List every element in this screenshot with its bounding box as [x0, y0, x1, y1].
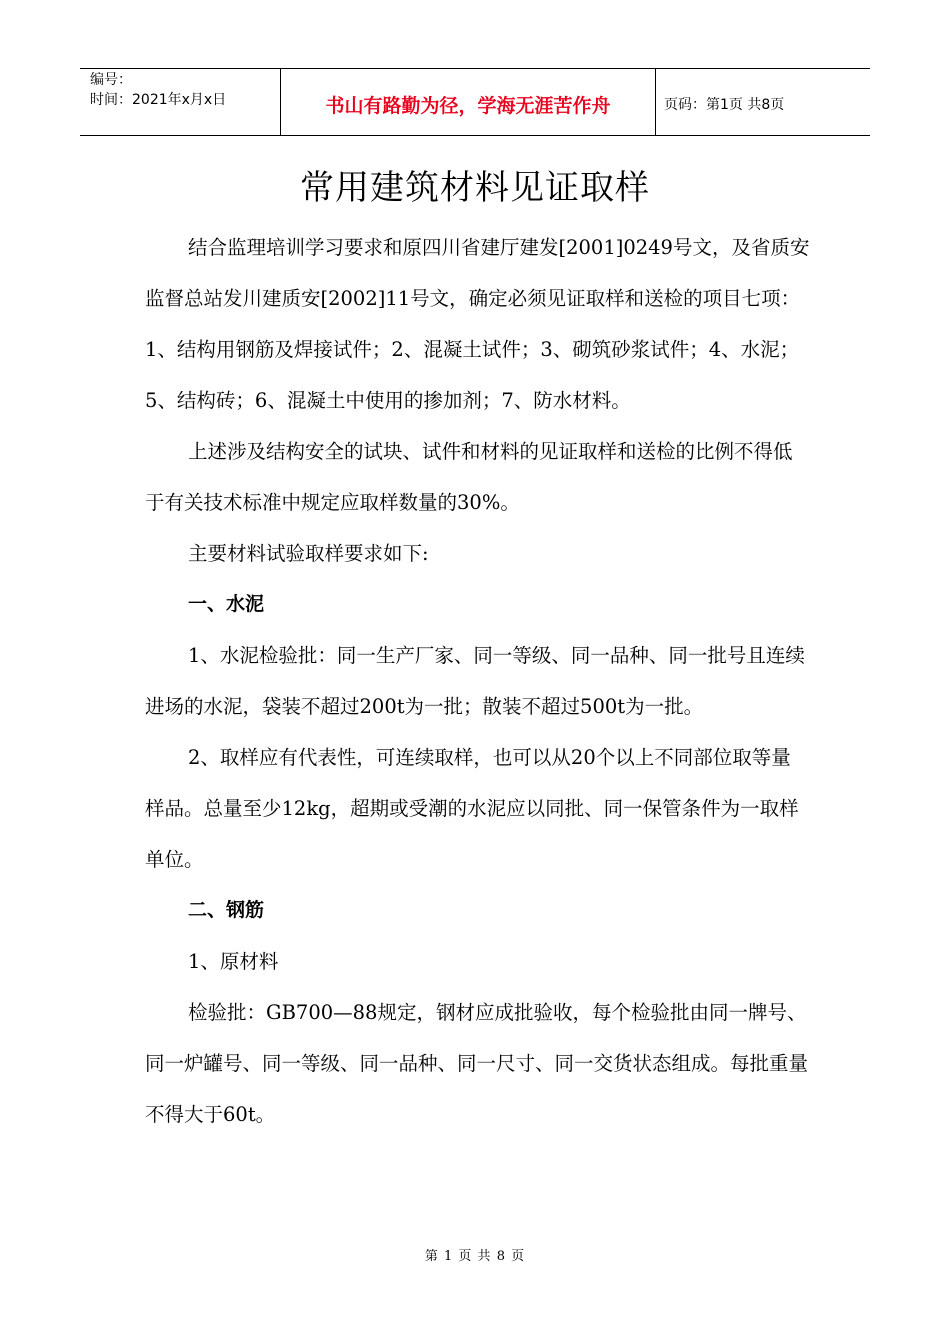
paragraph-requirements-intro: 主要材料试验取样要求如下: [188, 542, 429, 565]
paragraph-cement-batch: 1、水泥检验批：同一生产厂家、同一等级、同一品种、同一批号且连续进场的水泥，袋装不超过200t为一批；散装不超过500t为一批。 [145, 644, 805, 718]
paragraph-intro: 结合监理培训学习要求和原四川省建厅建发[2001]0249号文，及省质安监督总站发川建质安[2002]11号文，确定必须见证取样和送检的项目七项：1、结构用钢筋及焊接试件；2、混凝土试件；3、砌筑砂浆试件；4、水泥；5、结构砖；6、混凝土中使用的掺加剂；7、防水材料。 [145, 236, 810, 412]
paragraph-cement-sampling: 2、取样应有代表性，可连续取样，也可以从20个以上不同部位取等量样品。总量至少12kg，超期或受潮的水泥应以同批、同一保管条件为一取样单位。 [145, 746, 799, 871]
section-heading-rebar: 二、钢筋 [188, 899, 265, 921]
document-title: 常用建筑材料见证取样 [300, 168, 650, 208]
document-time-label: 时间：2021年x月x日 [90, 92, 227, 108]
page-footer: 第 1 页 共 8 页 [424, 1249, 526, 1264]
section-heading-cement: 一、水泥 [188, 593, 265, 615]
document-body [145, 222, 810, 1140]
paragraph-rebar-batch: 检验批：GB700—88规定，钢材应成批验收，每个检验批由同一牌号、同一炉罐号、同一等级、同一品种、同一尺寸、同一交货状态组成。每批重量不得大于60t。 [145, 1001, 809, 1126]
paragraph-ratio: 上述涉及结构安全的试块、试件和材料的见证取样和送检的比例不得低于有关技术标准中规定应取样数量的30%。 [145, 440, 793, 514]
paragraph-raw-material: 1、原材料 [188, 950, 279, 973]
header-page-info: 页码：第1页 共8页 [664, 97, 785, 113]
document-number-label: 编号： [90, 72, 132, 88]
header-motto: 书山有路勤为径，学海无涯苦作舟 [281, 69, 656, 135]
header-meta [80, 69, 281, 135]
page-header [80, 68, 870, 136]
